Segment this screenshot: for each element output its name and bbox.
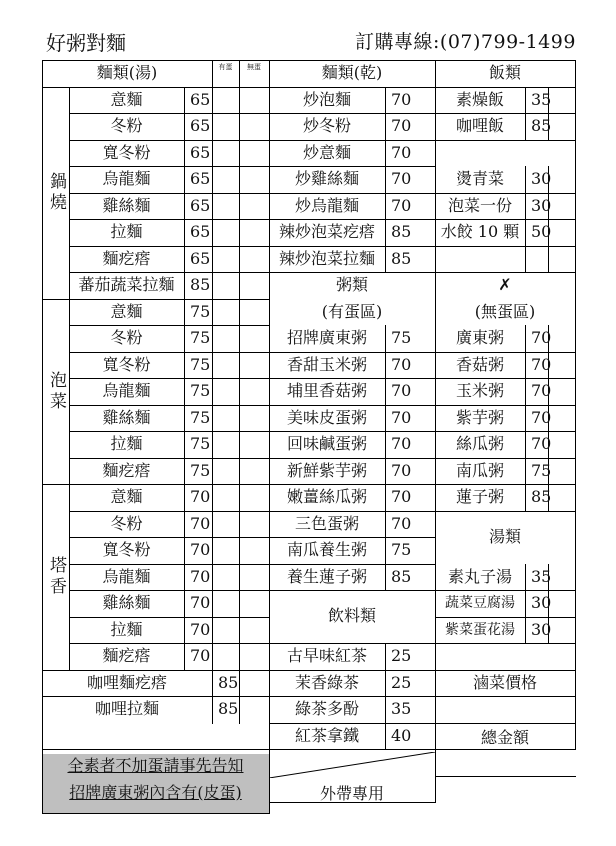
porridge-item-price: 70 [391, 381, 412, 400]
soup-item-price: 85 [190, 275, 211, 294]
grid-line [435, 723, 576, 724]
side-item-price: 30 [531, 196, 552, 215]
header-rice: 飯類 [488, 63, 521, 82]
grid-line [42, 813, 270, 814]
total-label: 總金額 [480, 728, 529, 747]
grid-line [212, 60, 213, 724]
soup-item-name: 冬粉 [110, 116, 143, 135]
order-phone: 訂購專線:(07)799-1499 [355, 31, 576, 53]
soup-item-price: 75 [190, 461, 211, 480]
curry-item-name: 咖哩麵疙瘩 [86, 673, 167, 692]
dry-item-name: 辣炒泡菜疙瘩 [278, 222, 375, 241]
drink-item-name: 綠茶多酚 [294, 699, 359, 718]
no-egg-item-price: 70 [531, 408, 552, 427]
dry-item-price: 70 [391, 169, 412, 188]
porridge-title: 粥類 [335, 275, 368, 294]
dry-item-name: 炒冬粉 [302, 116, 351, 135]
no-egg-item-name: 香菇粥 [455, 355, 504, 374]
no-egg-item-price: 75 [531, 461, 552, 480]
soup-item-price: 70 [190, 567, 211, 586]
porridge-item-price: 70 [391, 355, 412, 374]
porridge-egg-zone: (有蛋區) [321, 302, 383, 321]
no-egg-zone: (無蛋區) [474, 302, 536, 321]
header-egg-no: 無蛋 [247, 63, 261, 71]
grid-line [435, 246, 576, 247]
porridge-item-price: 75 [391, 328, 412, 347]
soup-item-name: 麵疙瘩 [102, 646, 151, 665]
porridge-item-name: 埔里香菇粥 [286, 381, 367, 400]
no-egg-item-name: 廣東粥 [455, 328, 504, 347]
soup-item-name: 寬冬粉 [102, 355, 151, 374]
dry-item-price: 85 [391, 222, 412, 241]
soup-item-name: 麵疙瘩 [102, 461, 151, 480]
group-label: 泡菜 [46, 370, 66, 413]
group-label: 塔香 [46, 556, 66, 598]
rice-item-name: 咖哩飯 [455, 116, 504, 135]
no-egg-item-name: 紫芋粥 [455, 408, 504, 427]
porridge-item-name: 新鮮紫芋粥 [286, 461, 367, 480]
no-egg-mark: ✗ [498, 275, 512, 294]
soup-item-price: 75 [190, 381, 211, 400]
soup-item-price: 70 [190, 593, 211, 612]
porridge-item-name: 三色蛋粥 [294, 514, 359, 533]
note-preserved-egg: 招牌廣東粥內含有(皮蛋) [69, 783, 242, 802]
dry-item-name: 炒泡麵 [302, 90, 351, 109]
porridge-item-name: 回味鹹蛋粥 [286, 434, 367, 453]
porridge-item-name: 養生蓮子粥 [286, 567, 367, 586]
soup-item-price: 65 [190, 116, 211, 135]
no-egg-item-price: 70 [531, 328, 552, 347]
grid-line [435, 511, 576, 512]
soup-item-price: 65 [190, 169, 211, 188]
rice-item-price: 85 [531, 116, 552, 135]
drink-item-price: 25 [391, 673, 412, 692]
soup-side-price: 35 [531, 567, 552, 586]
dry-item-price: 70 [391, 90, 412, 109]
dry-item-price: 70 [391, 116, 412, 135]
soup-side-name: 蔬菜豆腐湯 [445, 595, 515, 611]
note-vegan: 全素者不加蛋請事先告知 [67, 756, 244, 775]
grid-line [435, 696, 576, 697]
soup-item-price: 65 [190, 143, 211, 162]
soup-item-price: 65 [190, 196, 211, 215]
soup-item-price: 75 [190, 328, 211, 347]
no-egg-item-price: 70 [531, 381, 552, 400]
soup-item-price: 70 [190, 514, 211, 533]
dry-item-price: 70 [391, 143, 412, 162]
no-egg-item-price: 85 [531, 487, 552, 506]
soup-side-price: 30 [531, 593, 552, 612]
grid-line [42, 749, 270, 750]
soup-item-price: 70 [190, 540, 211, 559]
soup-item-price: 70 [190, 620, 211, 639]
dry-item-price: 85 [391, 249, 412, 268]
shop-name: 好粥對麵 [46, 31, 126, 55]
rice-item-name: 素燥飯 [455, 90, 504, 109]
soup-side-name: 素丸子湯 [447, 567, 512, 586]
soup-item-price: 70 [190, 646, 211, 665]
porridge-item-name: 南瓜養生粥 [286, 540, 367, 559]
no-egg-item-price: 70 [531, 355, 552, 374]
grid-line [435, 643, 576, 644]
no-egg-item-name: 玉米粥 [455, 381, 504, 400]
curry-item-price: 85 [218, 699, 239, 718]
soup-item-price: 65 [190, 249, 211, 268]
soup-item-name: 拉麵 [110, 222, 143, 241]
side-item-name: 燙青菜 [455, 169, 504, 188]
no-egg-item-name: 絲瓜粥 [455, 434, 504, 453]
header-egg-yes: 有蛋 [218, 63, 233, 71]
soup-item-name: 烏龍麵 [102, 169, 151, 188]
drink-item-name: 古早味紅茶 [286, 646, 367, 665]
soup-item-name: 蕃茄蔬菜拉麵 [78, 275, 175, 294]
soup-item-name: 烏龍麵 [102, 567, 151, 586]
porridge-item-price: 70 [391, 487, 412, 506]
soup-item-name: 意麵 [110, 90, 143, 109]
diagonal-line [269, 752, 435, 778]
drinks-title: 飲料類 [327, 606, 376, 625]
braised-price-label: 滷菜價格 [472, 673, 537, 692]
soup-item-price: 75 [190, 355, 211, 374]
grid-line [269, 749, 436, 750]
soup-item-name: 麵疙瘩 [102, 249, 151, 268]
header-soup: 麵類(湯) [96, 63, 158, 82]
soup-item-price: 70 [190, 487, 211, 506]
drink-item-price: 40 [391, 726, 412, 745]
grid-line [239, 60, 240, 724]
rice-item-price: 35 [531, 90, 552, 109]
soup-item-name: 寬冬粉 [102, 540, 151, 559]
grid-line [269, 590, 436, 591]
soup-item-name: 雞絲麵 [102, 408, 151, 427]
grid-line [435, 776, 576, 777]
porridge-item-name: 嫩薑絲瓜粥 [286, 487, 367, 506]
soup-title: 湯類 [488, 527, 521, 546]
no-egg-item-name: 南瓜粥 [455, 461, 504, 480]
soup-item-name: 意麵 [110, 487, 143, 506]
porridge-item-price: 70 [391, 461, 412, 480]
side-item-name: 泡菜一份 [447, 196, 512, 215]
soup-item-price: 75 [190, 302, 211, 321]
soup-side-name: 紫菜蛋花湯 [445, 622, 515, 638]
group-label: 鍋燒 [46, 172, 66, 214]
dry-item-price: 70 [391, 196, 412, 215]
porridge-item-price: 70 [391, 514, 412, 533]
porridge-item-name: 香甜玉米粥 [286, 355, 367, 374]
header-dry: 麵類(乾) [321, 63, 383, 82]
porridge-item-name: 美味皮蛋粥 [286, 408, 367, 427]
soup-item-price: 75 [190, 434, 211, 453]
curry-item-price: 85 [218, 673, 239, 692]
curry-item-name: 咖哩拉麵 [94, 699, 159, 718]
soup-item-name: 雞絲麵 [102, 196, 151, 215]
drink-item-name: 茉香綠茶 [294, 673, 359, 692]
drink-item-name: 紅茶拿鐵 [294, 726, 359, 745]
porridge-item-price: 85 [391, 567, 412, 586]
porridge-item-name: 招牌廣東粥 [286, 328, 367, 347]
soup-item-price: 65 [190, 90, 211, 109]
dry-item-name: 炒雞絲麵 [294, 169, 359, 188]
side-item-name: 水餃 10 顆 [440, 222, 520, 241]
soup-side-price: 30 [531, 620, 552, 639]
side-item-price: 30 [531, 169, 552, 188]
takeout-label: 外帶專用 [319, 784, 384, 803]
soup-item-price: 65 [190, 222, 211, 241]
soup-item-name: 雞絲麵 [102, 593, 151, 612]
porridge-item-price: 70 [391, 434, 412, 453]
soup-item-price: 75 [190, 408, 211, 427]
soup-item-name: 冬粉 [110, 514, 143, 533]
grid-line [435, 140, 576, 141]
soup-item-name: 冬粉 [110, 328, 143, 347]
soup-item-name: 拉麵 [110, 434, 143, 453]
dry-item-name: 辣炒泡菜拉麵 [278, 249, 375, 268]
dry-item-name: 炒烏龍麵 [294, 196, 359, 215]
soup-item-name: 寬冬粉 [102, 143, 151, 162]
soup-item-name: 拉麵 [110, 620, 143, 639]
soup-item-name: 意麵 [110, 302, 143, 321]
soup-item-name: 烏龍麵 [102, 381, 151, 400]
drink-item-price: 25 [391, 646, 412, 665]
drink-item-price: 35 [391, 699, 412, 718]
side-item-price: 50 [531, 222, 552, 241]
no-egg-item-name: 蓮子粥 [455, 487, 504, 506]
no-egg-item-price: 70 [531, 434, 552, 453]
dry-item-name: 炒意麵 [302, 143, 351, 162]
porridge-item-price: 75 [391, 540, 412, 559]
porridge-item-price: 70 [391, 408, 412, 427]
